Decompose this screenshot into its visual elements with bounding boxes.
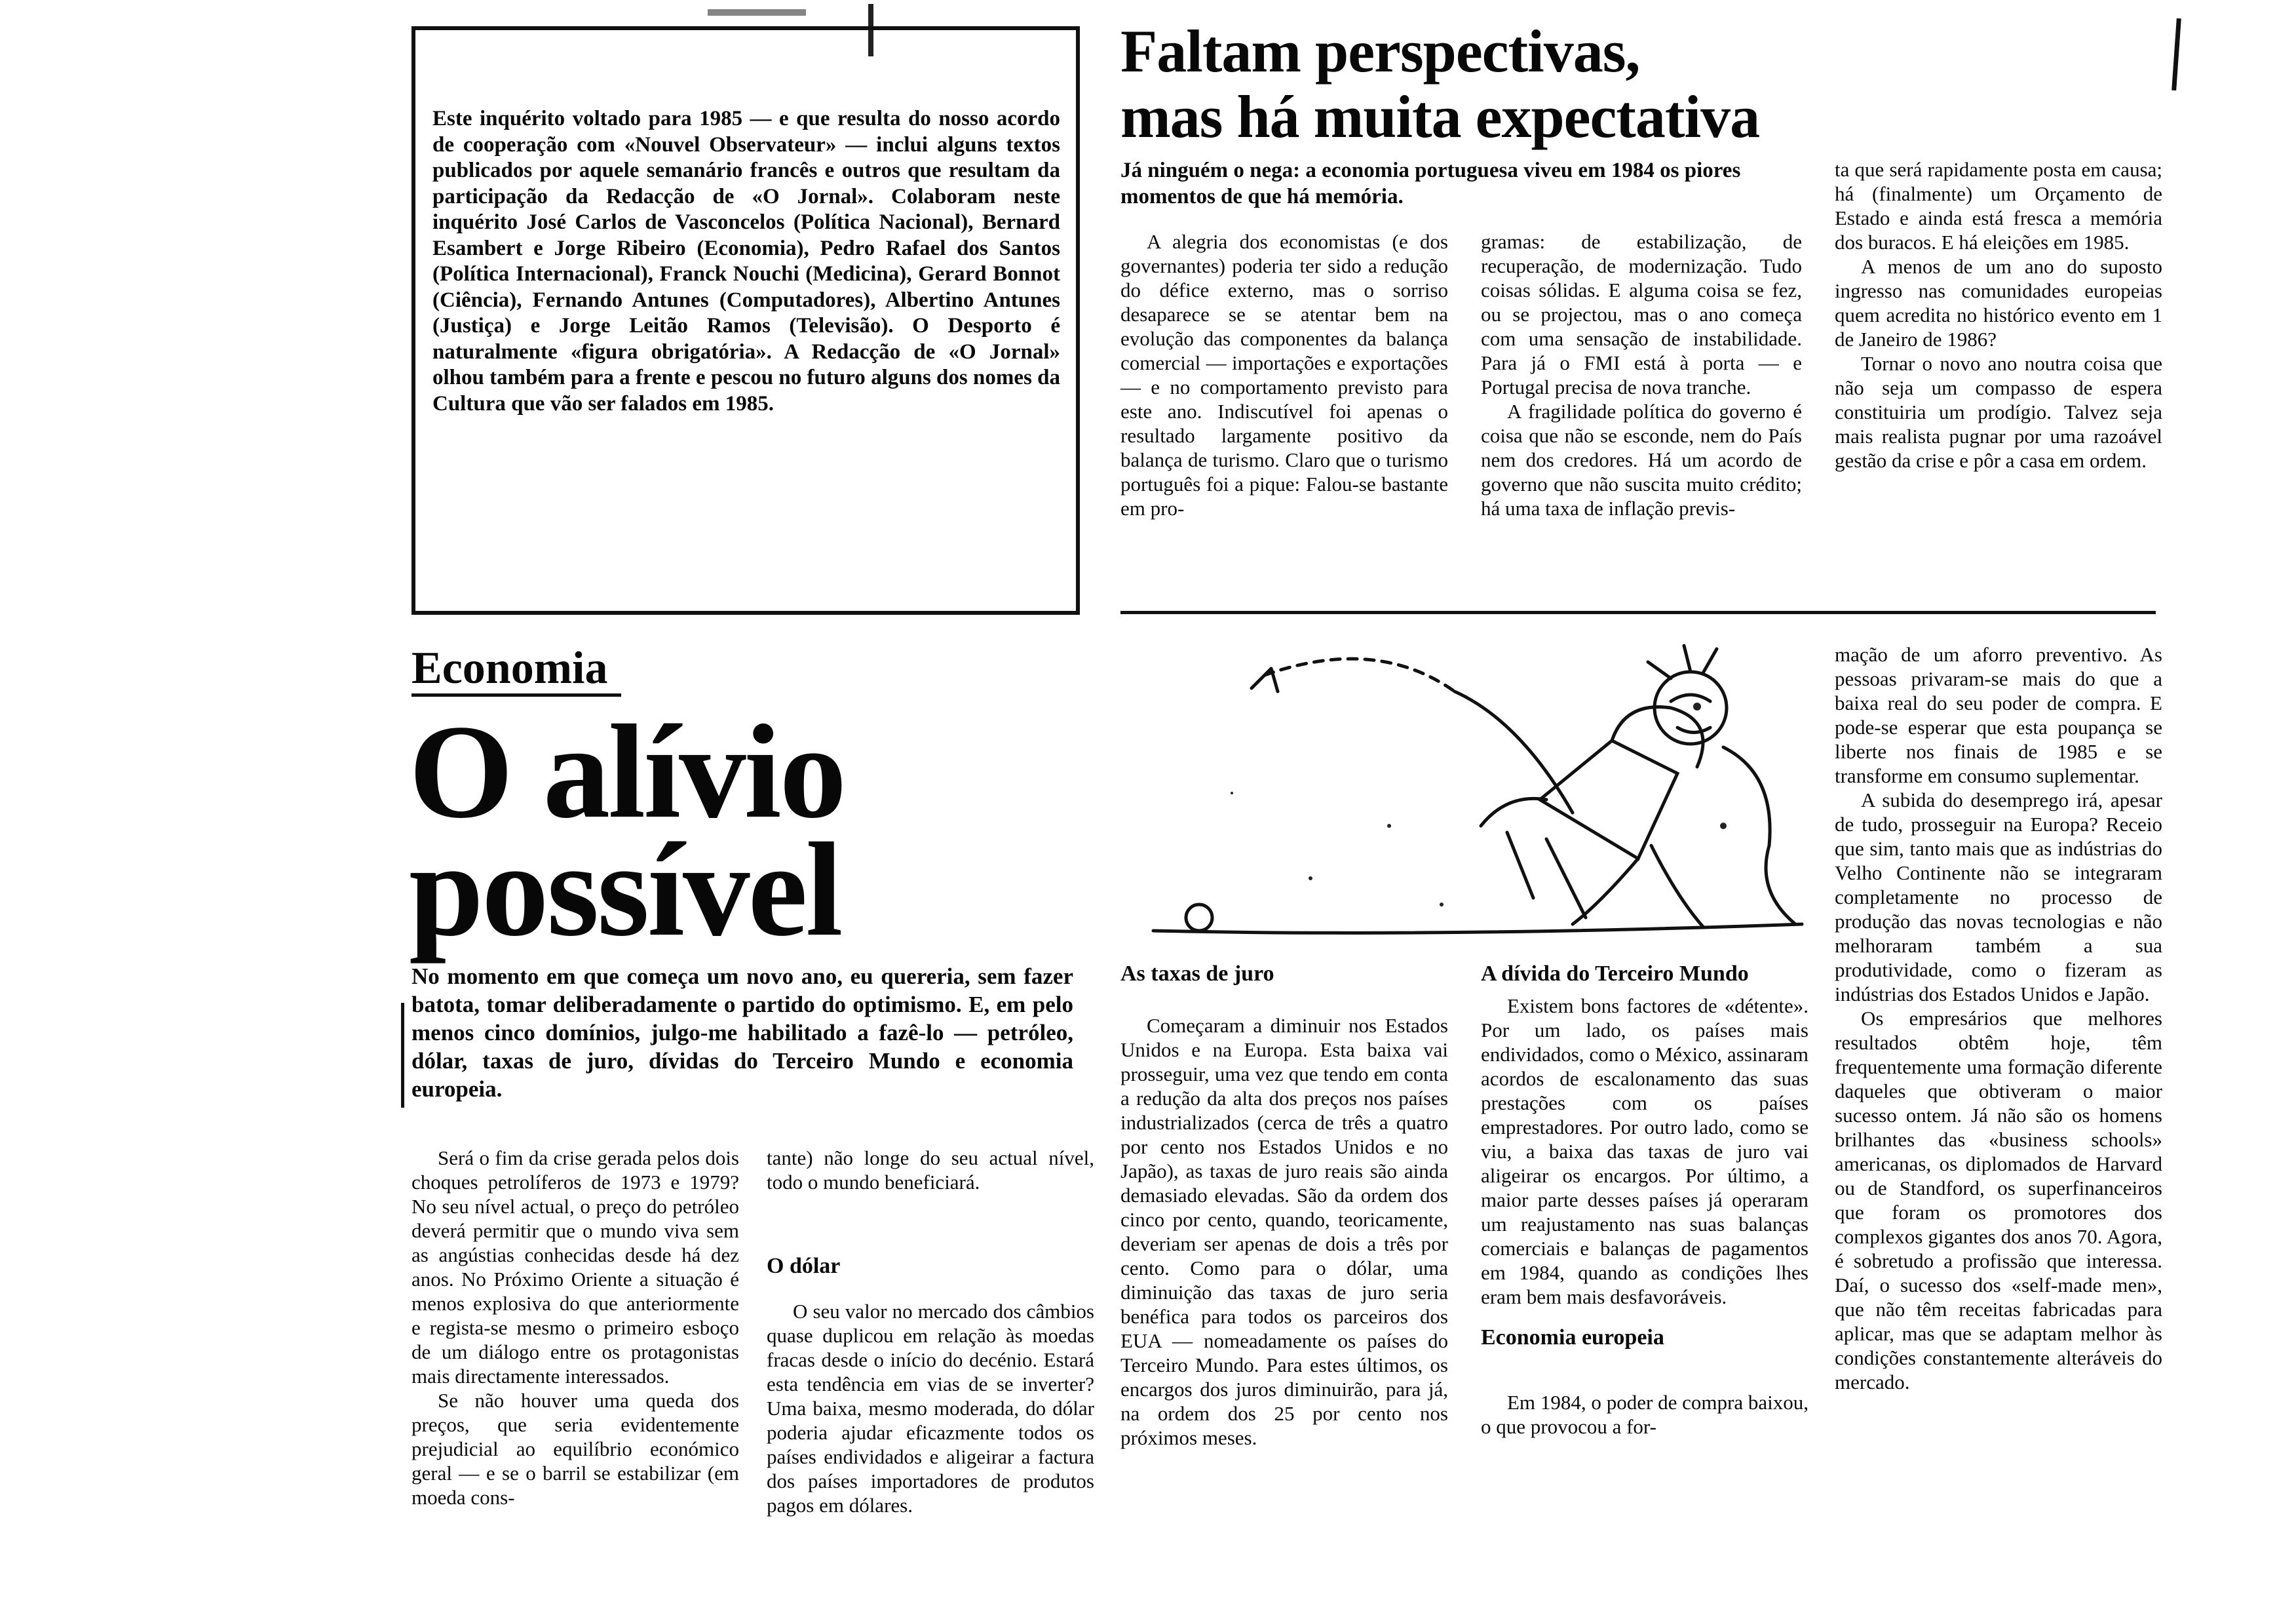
main-col-3	[1120, 961, 1448, 1450]
scan-mark-top	[708, 9, 806, 16]
top-col-1	[1120, 229, 1448, 520]
top-col3-para3: Tornar o novo ano noutra coisa que não seja um compasso de espera constituiria um prodígio. Talvez seja mais realista pugnar por uma razoável gestão da crise e pôr a casa em ordem.	[1835, 352, 2162, 472]
main-col-4	[1481, 961, 1808, 1439]
divider-rule	[1120, 611, 2156, 614]
main-col3-para1: Começaram a diminuir nos Estados Unidos e na Europa. Esta baixa vai prosseguir, uma vez que tendo em conta a redução da alta dos preços nos países industrializados (cerca de três a quatro por cento nos Estados Unidos e no Japão), as taxas de juro reais são ainda demasiado elevadas. São da ordem dos cinco por cento, quando, teoricamente, deveriam ser apenas de dois a três por cento. Como para o dólar, uma diminuição das taxas de juro seria benéfica para todos os parceiros dos EUA — nomeadamente os países do Terceiro Mundo. Para estes últimos, os encargos dos juros diminuirão, para já, na ordem dos 25 por cento nos próximos meses.	[1120, 1014, 1448, 1449]
top-col3-para2: A menos de um ano do suposto ingresso nas comunidades europeias quem acredita no histórico evento em 1 de Janeiro de 1986?	[1835, 255, 2162, 351]
top-headline-line2: mas há muita expectativa	[1120, 83, 1760, 150]
main-col-1	[411, 1146, 739, 1509]
main-col4-para2: Em 1984, o poder de compra baixou, o que provocou a for-	[1481, 1391, 1808, 1438]
main-col5-para1: mação de um aforro preventivo. As pessoas privaram-se mais do que a baixa real do seu poder de compra. E pode-se esperar que esta poupança se liberte nos finais de 1985 e se transforme em consumo suplementar.	[1835, 643, 2162, 787]
main-headline-line2: possível	[409, 815, 841, 964]
top-headline-line1: Faltam perspectivas,	[1120, 18, 1640, 85]
intro-text: Este inquérito voltado para 1985 — e que resulta do nosso acordo de cooperação com «Nouvel Observateur» — inclui alguns textos publicados por aquele semanário francês e outros que resultam da participação da Redacção de «O Jornal». Colaboram neste inquérito José Carlos de Vasconcelos (Política Nacional), Bernard Esambert e Jorge Ribeiro (Economia), Pedro Rafael dos Santos (Política Internacional), Franck Nouchi (Medicina), Gerard Bonnot (Ciência), Fernando Antunes (Computadores), Albertino Antunes (Justiça) e Jorge Leitão Ramos (Televisão). O Desporto é naturalmente «figura obrigatória». A Redacção de «O Jornal» olhou também para a frente e pescou no futuro alguns dos nomes da Cultura que vão ser falados em 1985.	[432, 107, 1060, 416]
main-col-2	[767, 1146, 1094, 1517]
top-col2-para1: gramas: de estabilização, de recuperação, de modernização. Tudo coisas sólidas. E alguma coisa se fez, ou se projectou, mas o ano começa com uma sensação de instabilidade. Para já o FMI está à porta — e Portugal precisa de nova tranche.	[1481, 230, 1802, 399]
top-col-3	[1835, 157, 2162, 473]
main-lead: No momento em que começa um novo ano, eu quereria, sem fazer batota, tomar deliberadamente o partido do optimismo. E, em pelo menos cinco domínios, julgo-me habilitado a fazê-lo — petróleo, dólar, taxas de juro, dívidas do Terceiro Mundo e economia europeia.	[411, 963, 1073, 1102]
main-headline-line1: O alívio	[409, 697, 845, 846]
main-col2-para2: O seu valor no mercado dos câmbios quase duplicou em relação às moedas fracas desde o início do decénio. Estará esta tendência em vias de se inverter? Uma baixa, mesmo moderada, do dólar poderia ajudar eficazmente todos os países endividados e aligeirar a factura dos países importadores de produtos pagos em dólares.	[767, 1300, 1094, 1517]
main-col1-para1: Será o fim da crise gerada pelos dois choques petrolíferos de 1973 e 1979? No seu nível actual, o preço do petróleo deverá permitir que o mundo viva sem as angústias conhecidas desde há dez anos. No Próximo Oriente a situação é menos explosiva do que anteriormente e regista-se mesmo o primeiro esboço de um diálogo entre os protagonistas mais directamente interessados.	[411, 1146, 739, 1388]
scan-mark-right	[2172, 18, 2181, 90]
top-col-2	[1481, 229, 1802, 520]
top-lead: Já ninguém o nega: a economia portuguesa viveu em 1984 os piores momentos de que há memória.	[1120, 159, 1741, 208]
section-underline	[411, 693, 621, 697]
subhead-divida: A dívida do Terceiro Mundo	[1481, 962, 1749, 986]
main-col4-para1: Existem bons factores de «détente». Por um lado, os países mais endividados, como o México, assinaram acordos de escalonamento das suas prestações com os países emprestadores. Por outro lado, como se viu, a baixa das taxas de juro vai aligeirar os encargos. Por último, a maior parte desses países já operaram um reajustamento nas suas balanças comerciais e balanças de pagamentos em 1984, quando as condições lhes eram bem mais desfavoráveis.	[1481, 994, 1808, 1308]
main-col1-para2: Se não houver uma queda dos preços, que seria evidentemente prejudicial ao equilíbrio económico geral — e se o barril se estabilizar (em moeda cons-	[411, 1389, 739, 1509]
top-col2-para2: A fragilidade política do governo é coisa que não se esconde, nem do País nem dos credores. Há um acordo de governo que não suscita muito crédito; há uma taxa de inflação previs-	[1481, 400, 1802, 520]
subhead-economia-europeia: Economia europeia	[1481, 1325, 1664, 1350]
lead-side-rule	[401, 1003, 404, 1108]
main-col5-para2: A subida do desemprego irá, apesar de tudo, prosseguir na Europa? Receio que sim, tanto mais que as indústrias do Velho Continente não se integraram completamente no processo de produção das novas tecnologias e não melhoraram também a sua produtividade, como o fizeram as indústrias dos Estados Unidos e Japão.	[1835, 788, 2162, 1005]
subhead-taxas: As taxas de juro	[1120, 962, 1274, 986]
main-col5-para3: Os empresários que melhores resultados obtêm hoje, têm frequentemente uma formação diferente daqueles que obtiveram o maior sucesso ontem. Já não são os homens brilhantes das «business schools» americanas, os diplomados de Harvard ou de Standford, os superfinanceiros que foram os promotores dos complexos gigantes dos anos 70. Agora, é sobretudo a profissão que interessa. Daí, o sucesso dos «self-made men», que não têm receitas fabricadas para aplicar, mas que se adaptam melhor às condições constantemente alteráveis do mercado.	[1835, 1007, 2162, 1393]
top-col1-text: A alegria dos economistas (e dos governantes) poderia ter sido a redução do défice externo, mas o sorriso desaparece se se atentar bem na evolução das componentes da balança comercial — importações e exportações — e no comportamento previsto para este ano. Indiscutível foi apenas o resultado largamente positivo da balança de turismo. Claro que o turismo português foi a pique: Falou-se bastante em pro-	[1120, 230, 1448, 520]
section-label: Economia	[411, 643, 608, 693]
subhead-dolar: O dólar	[767, 1254, 841, 1278]
main-col-5	[1835, 642, 2162, 1394]
cartoon-illustration	[1114, 629, 1822, 950]
main-col2-para1: tante) não longe do seu actual nível, todo o mundo beneficiará.	[767, 1146, 1094, 1194]
top-col3-para1: ta que será rapidamente posta em causa; há (finalmente) um Orçamento de Estado e ainda está fresca a memória dos buracos. E há eleições em 1985.	[1835, 158, 2162, 254]
